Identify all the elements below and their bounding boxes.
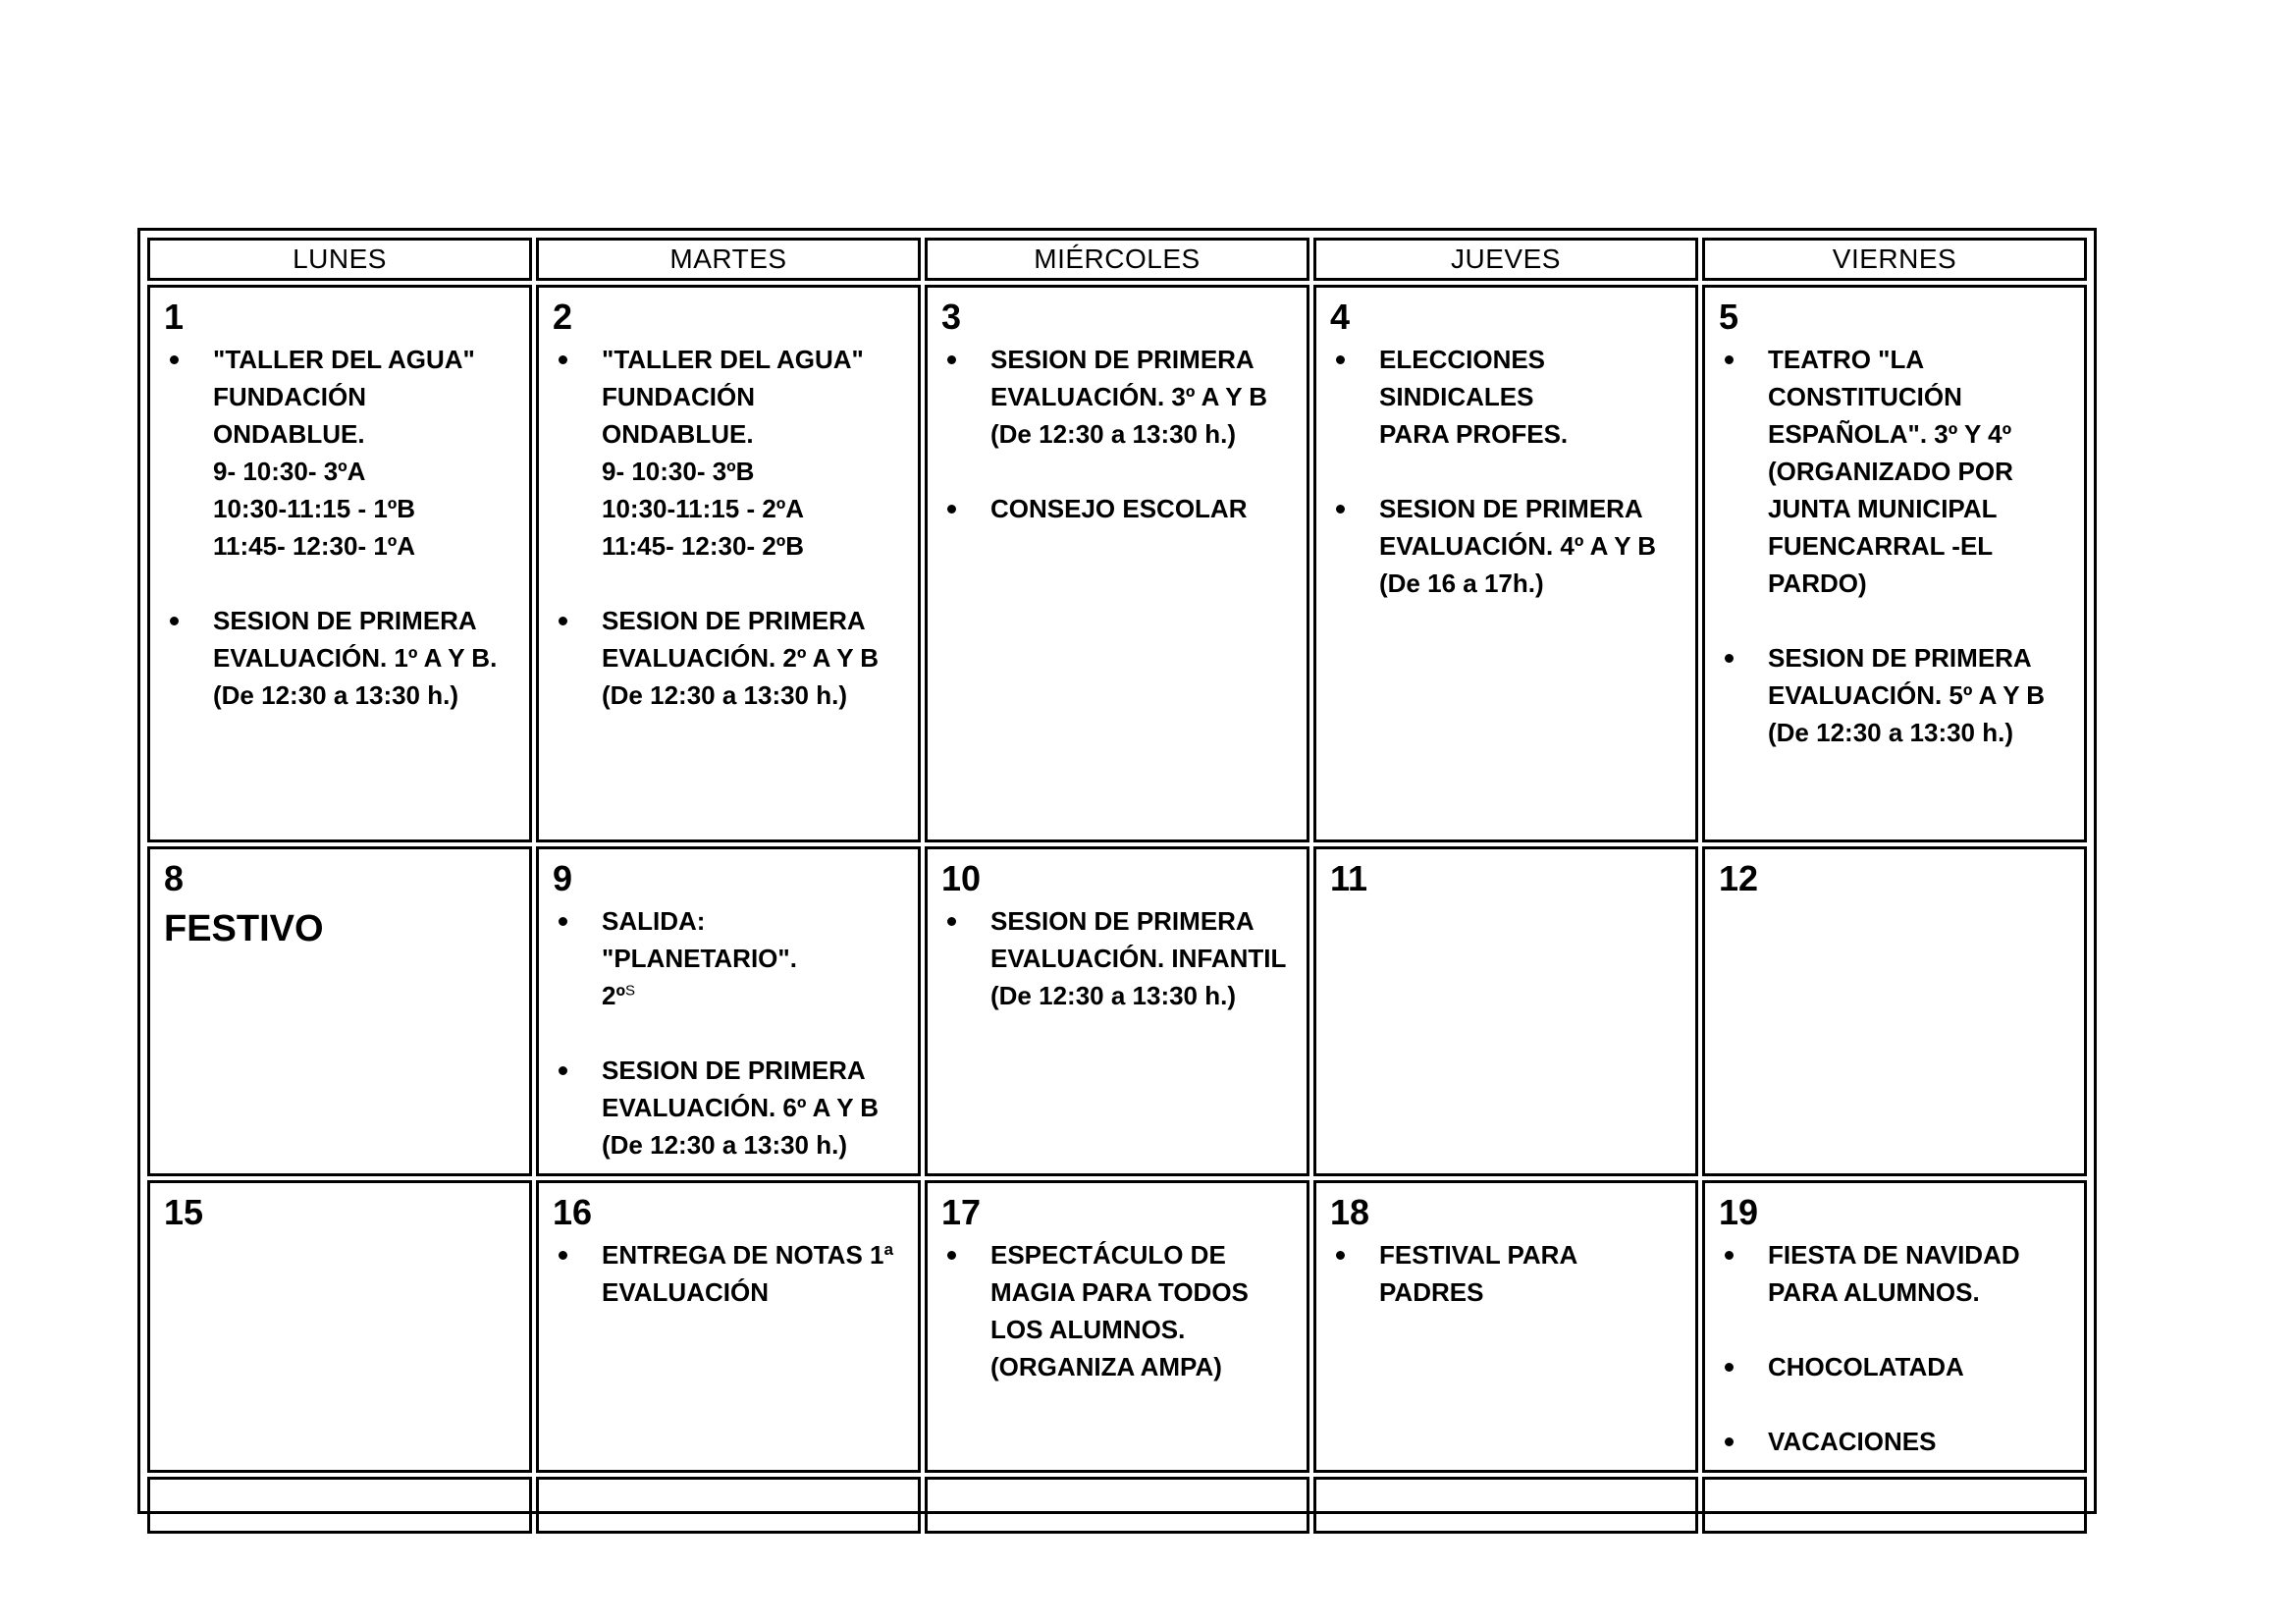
day-cell [147, 285, 532, 842]
event-list [941, 1236, 1295, 1385]
event-list [553, 902, 906, 1164]
week-row-empty [147, 1477, 2087, 1534]
bullet-icon [559, 1066, 567, 1075]
bullet-icon [559, 917, 567, 926]
event-text: "TALLER DEL AGUA" FUNDACIÓN ONDABLUE. 9- 10:30- 3ºA 10:30-11:15 - 1ºB 11:45- 12:30- 1ºA [213, 345, 475, 561]
bullet-icon [170, 355, 179, 364]
calendar-table [143, 234, 2091, 1538]
event-text: ENTREGA DE NOTAS 1ª EVALUACIÓN [602, 1240, 894, 1307]
superscript-mark: S [624, 982, 635, 1000]
event-text: "TALLER DEL AGUA" FUNDACIÓN ONDABLUE. 9- 10:30- 3ºB 10:30-11:15 - 2ºA 11:45- 12:30- 2ºB [602, 345, 864, 561]
event-item [1719, 341, 2072, 602]
day-number: 11 [1330, 858, 1368, 898]
event-text: VACACIONES [1768, 1427, 1937, 1456]
bullet-icon [1336, 1251, 1345, 1260]
event-item [553, 1052, 906, 1164]
day-number: 3 [941, 297, 962, 337]
day-number: 17 [941, 1192, 982, 1232]
bullet-icon [559, 1251, 567, 1260]
weekday-header-jueves: JUEVES [1313, 238, 1698, 281]
event-item [553, 341, 906, 565]
day-number: 19 [1719, 1192, 1759, 1232]
event-list [941, 341, 1295, 527]
event-list [1719, 1236, 2072, 1460]
day-number: 10 [941, 858, 982, 898]
event-text [602, 902, 906, 1014]
event-item [553, 602, 906, 714]
event-text: SESION DE PRIMERA EVALUACIÓN. 3º A Y B (De 12:30 a 13:30 h.) [990, 345, 1268, 449]
week-row-3 [147, 1180, 2087, 1473]
event-text: SESION DE PRIMERA EVALUACIÓN. 5º A Y B (De 12:30 a 13:30 h.) [1768, 643, 2046, 747]
week-row-2 [147, 846, 2087, 1176]
event-item [1719, 1348, 2072, 1385]
event-list [164, 341, 517, 714]
weekday-header-martes: MARTES [536, 238, 921, 281]
bullet-icon [1336, 355, 1345, 364]
event-list [1330, 341, 1683, 602]
event-list [1330, 1236, 1683, 1311]
holiday-label: FESTIVO [164, 908, 324, 949]
event-item [1330, 1236, 1683, 1311]
event-list [553, 1236, 906, 1311]
day-cell [1313, 846, 1698, 1176]
event-item [553, 1236, 906, 1311]
week-row-1 [147, 285, 2087, 842]
day-cell [1702, 285, 2087, 842]
bullet-icon [559, 617, 567, 625]
bullet-icon [1336, 505, 1345, 514]
empty-cell [925, 1477, 1309, 1534]
event-text: SESION DE PRIMERA EVALUACIÓN. 4º A Y B (De 16 a 17h.) [1379, 494, 1657, 598]
event-item [164, 602, 517, 714]
event-item [941, 1236, 1295, 1385]
event-item [1719, 639, 2072, 751]
day-cell [536, 285, 921, 842]
event-item [1330, 490, 1683, 602]
empty-cell [536, 1477, 921, 1534]
bullet-icon [170, 617, 179, 625]
day-number: 15 [164, 1192, 204, 1232]
event-text: SESION DE PRIMERA EVALUACIÓN. INFANTIL (De 12:30 a 13:30 h.) [990, 906, 1287, 1010]
event-text: CHOCOLATADA [1768, 1352, 1964, 1381]
day-number: 2 [553, 297, 573, 337]
day-number: 8 [164, 858, 185, 898]
day-cell [925, 285, 1309, 842]
day-number: 18 [1330, 1192, 1370, 1232]
day-number: 12 [1719, 858, 1759, 898]
event-item [164, 341, 517, 565]
bullet-icon [1725, 1251, 1734, 1260]
event-text: FIESTA DE NAVIDAD PARA ALUMNOS. [1768, 1240, 2020, 1307]
bullet-icon [1725, 654, 1734, 663]
bullet-icon [1725, 1363, 1734, 1372]
event-item [941, 341, 1295, 453]
bullet-icon [1725, 1437, 1734, 1446]
event-item [1330, 341, 1683, 453]
event-text: FESTIVAL PARA PADRES [1379, 1240, 1577, 1307]
day-number: 1 [164, 297, 185, 337]
day-cell [536, 846, 921, 1176]
calendar-frame [137, 228, 2097, 1514]
event-text: TEATRO "LA CONSTITUCIÓN ESPAÑOLA". 3º Y 4º (ORGANIZADO POR JUNTA MUNICIPAL FUENCARRAL -EL PARDO) [1768, 345, 2013, 598]
event-text: CONSEJO ESCOLAR [990, 494, 1248, 523]
event-text: ELECCIONES SINDICALES PARA PROFES. [1379, 345, 1569, 449]
event-list [1719, 341, 2072, 751]
day-cell [1702, 1180, 2087, 1473]
day-cell [925, 1180, 1309, 1473]
day-cell [1702, 846, 2087, 1176]
bullet-icon [947, 1251, 956, 1260]
weekday-header-lunes: LUNES [147, 238, 532, 281]
event-item [1719, 1423, 2072, 1460]
event-list [941, 902, 1295, 1014]
bullet-icon [1725, 355, 1734, 364]
weekday-header-miercoles: MIÉRCOLES [925, 238, 1309, 281]
weekday-header-viernes: VIERNES [1702, 238, 2087, 281]
empty-cell [147, 1477, 532, 1534]
day-cell [536, 1180, 921, 1473]
day-number: 16 [553, 1192, 593, 1232]
day-cell [147, 1180, 532, 1473]
event-item [1719, 1236, 2072, 1311]
event-text: SESION DE PRIMERA EVALUACIÓN. 6º A Y B (De 12:30 a 13:30 h.) [602, 1056, 880, 1160]
bullet-icon [559, 355, 567, 364]
day-cell [925, 846, 1309, 1176]
day-number: 9 [553, 858, 573, 898]
day-cell [1313, 1180, 1698, 1473]
event-text: ESPECTÁCULO DE MAGIA PARA TODOS LOS ALUMNOS. (ORGANIZA AMPA) [990, 1240, 1249, 1381]
event-text-main: SALIDA: "PLANETARIO". 2º [602, 906, 797, 1010]
day-cell [147, 846, 532, 1176]
event-text: SESION DE PRIMERA EVALUACIÓN. 1º A Y B. (De 12:30 a 13:30 h.) [213, 606, 498, 710]
empty-cell [1702, 1477, 2087, 1534]
day-number: 5 [1719, 297, 1739, 337]
bullet-icon [947, 505, 956, 514]
weekday-header-row [147, 238, 2087, 281]
bullet-icon [947, 917, 956, 926]
event-text: SESION DE PRIMERA EVALUACIÓN. 2º A Y B (De 12:30 a 13:30 h.) [602, 606, 880, 710]
event-item [941, 902, 1295, 1014]
event-item [941, 490, 1295, 527]
event-item [553, 902, 906, 1014]
event-list [553, 341, 906, 714]
day-number: 4 [1330, 297, 1351, 337]
bullet-icon [947, 355, 956, 364]
empty-cell [1313, 1477, 1698, 1534]
day-cell [1313, 285, 1698, 842]
